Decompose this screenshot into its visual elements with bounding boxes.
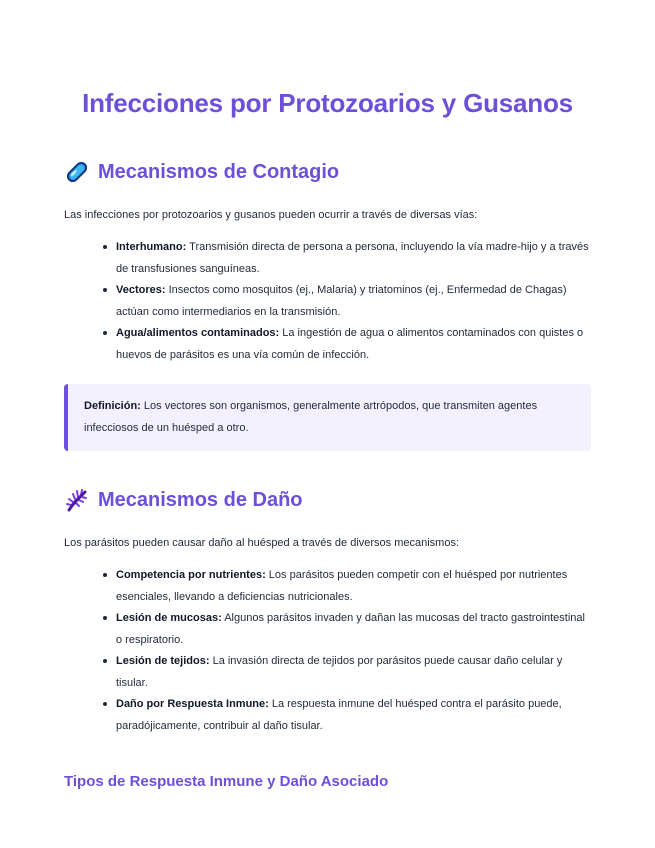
list-item	[116, 280, 591, 323]
list-item	[116, 651, 591, 694]
list-item-term: Daño por Respuesta Inmune:	[116, 698, 269, 710]
list-item-text: Algunos parásitos invaden y dañan las mucosas del tracto gastrointestinal o respiratorio.	[116, 612, 585, 646]
list-item	[116, 694, 591, 737]
list-item-term: Competencia por nutrientes:	[116, 569, 266, 581]
list-item-term: Interhumano:	[116, 241, 187, 253]
list-item-text: Los parásitos pueden competir con el huésped por nutrientes esenciales, llevando a deficiencias nutricionales.	[116, 569, 568, 603]
list-item-term: Lesión de mucosas:	[116, 612, 222, 624]
list-item-term: Lesión de tejidos:	[116, 655, 210, 667]
section-intro: Las infecciones por protozoarios y gusanos pueden ocurrir a través de diversas vías:	[64, 209, 478, 221]
callout-term: Definición:	[84, 400, 141, 412]
list-item-text: Transmisión directa de persona a persona, incluyendo la vía madre-hijo y a través de transfusiones sanguíneas.	[116, 241, 589, 275]
list-item	[116, 565, 591, 608]
section-heading-label: Mecanismos de Daño	[98, 488, 303, 511]
subsection-heading: Tipos de Respuesta Inmune y Daño Asociado	[64, 773, 389, 790]
list-item-text: La invasión directa de tejidos por parásitos puede causar daño celular y tisular.	[116, 655, 563, 689]
pill-capsule-icon	[64, 159, 90, 185]
contagio-list	[64, 237, 591, 366]
page-title: Infecciones por Protozoarios y Gusanos	[82, 88, 573, 118]
list-item	[116, 237, 591, 280]
section-heading-contagio	[64, 159, 591, 185]
list-item-term: Agua/alimentos contaminados:	[116, 327, 280, 339]
list-item-text: La ingestión de agua o alimentos contaminados con quistes o huevos de parásitos es una vía común de infección.	[116, 327, 584, 361]
microbe-icon	[64, 487, 90, 513]
dano-list	[64, 565, 591, 737]
callout-text: Los vectores son organismos, generalmente artrópodos, que transmiten agentes infecciosos de un huésped a otro.	[84, 400, 538, 434]
section-intro: Los parásitos pueden causar daño al huésped a través de diversos mecanismos:	[64, 537, 460, 549]
list-item	[116, 608, 591, 651]
section-heading-label: Mecanismos de Contagio	[98, 160, 340, 183]
list-item	[116, 323, 591, 366]
list-item-term: Vectores:	[116, 284, 166, 296]
section-heading-dano	[64, 487, 591, 513]
list-item-text: La respuesta inmune del huésped contra el parásito puede, paradójicamente, contribuir al daño tisular.	[116, 698, 562, 732]
list-item-text: Insectos como mosquitos (ej., Malaria) y triatominos (ej., Enfermedad de Chagas) actúan como intermediarios en la transmisión.	[116, 284, 567, 318]
definition-callout	[64, 384, 591, 451]
